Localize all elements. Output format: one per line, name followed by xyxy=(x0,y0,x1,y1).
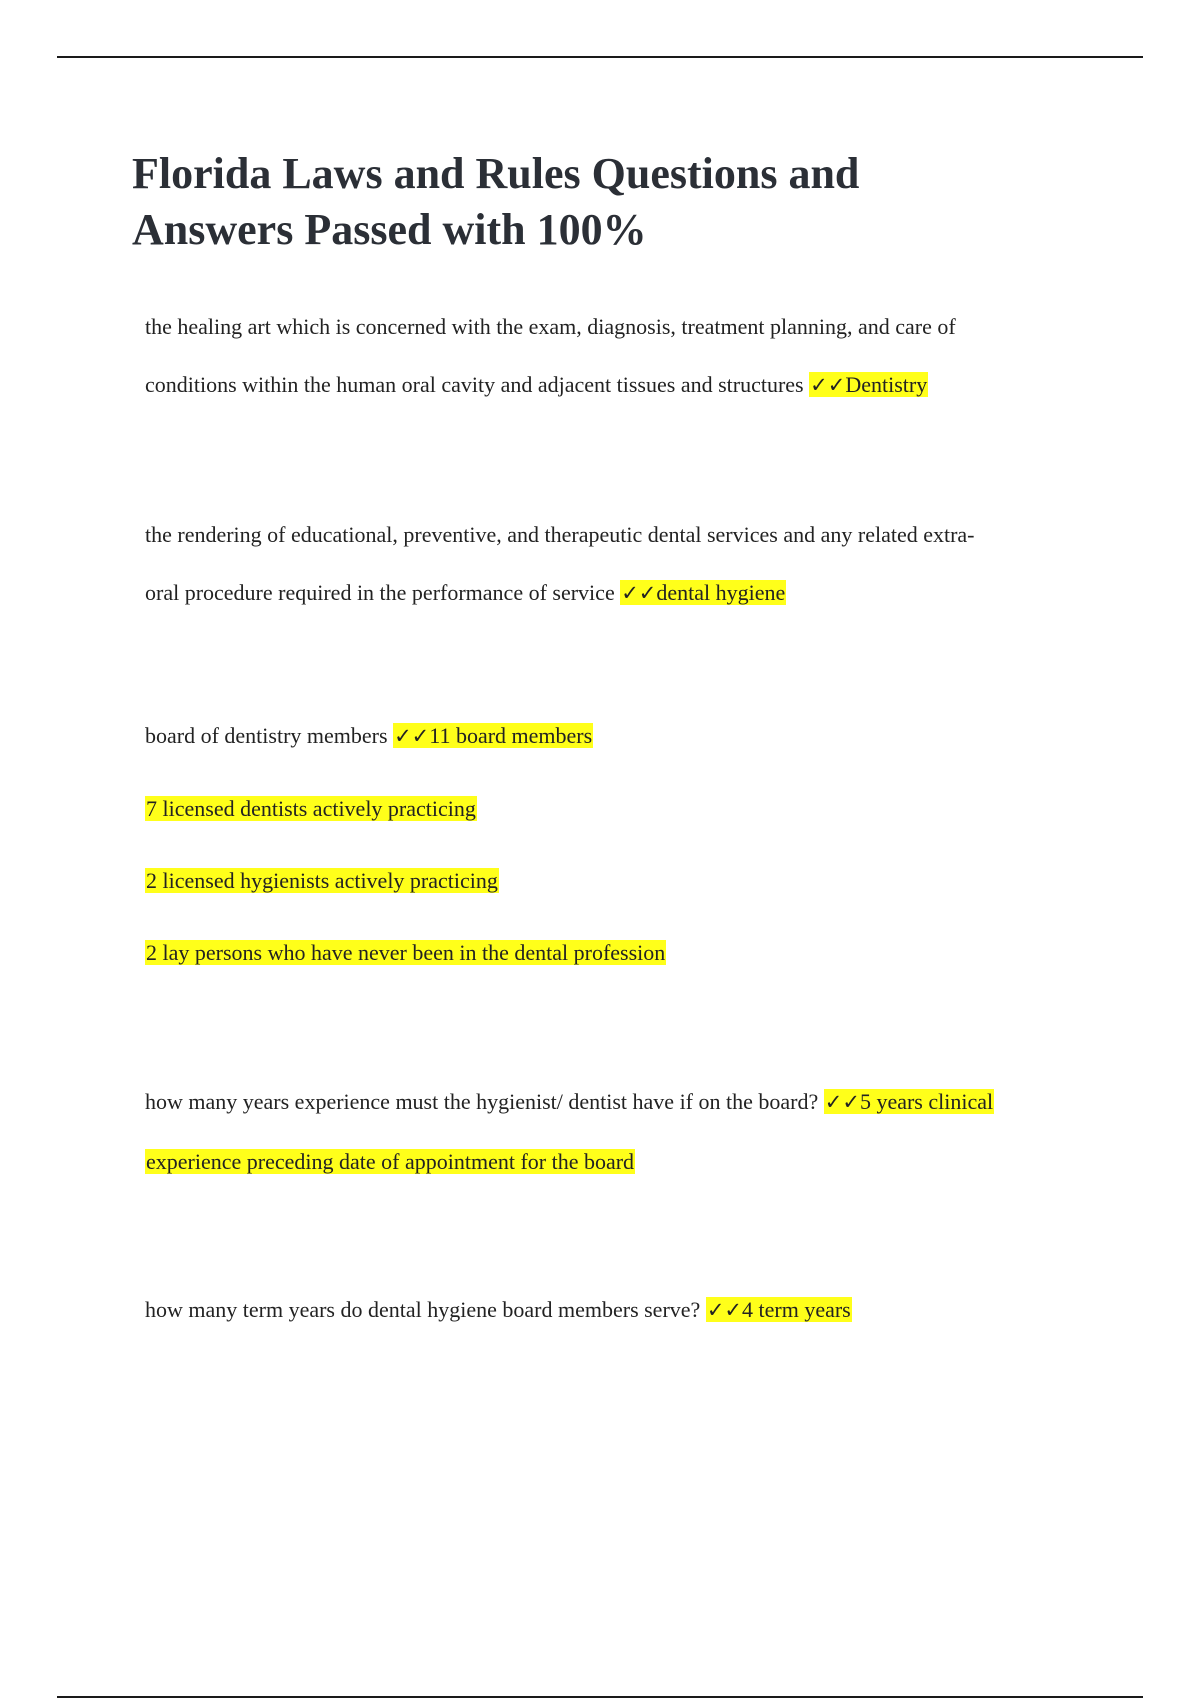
question-line: conditions within the human oral cavity and adjacent tissues and structures ✓✓Dentistry xyxy=(145,372,928,397)
qa-item-5 xyxy=(145,1290,1105,1330)
question-line: board of dentistry members ✓✓11 board members xyxy=(145,723,593,748)
answer-text: Dentistry xyxy=(845,372,928,397)
qa-item-3 xyxy=(145,716,1105,973)
question-line: the rendering of educational, preventive, and therapeutic dental services and any related extra- xyxy=(145,522,975,547)
answer-detail: 2 lay persons who have never been in the dental profession xyxy=(146,940,666,965)
question-line: how many years experience must the hygienist/ dentist have if on the board? ✓✓5 years clinical xyxy=(145,1089,994,1114)
qa-item-2 xyxy=(145,506,1105,622)
question-line: the healing art which is concerned with the exam, diagnosis, treatment planning, and care of xyxy=(145,314,956,339)
answer-continuation: experience preceding date of appointment for the board xyxy=(146,1149,635,1174)
answer-text: dental hygiene xyxy=(656,580,786,605)
answer-highlight xyxy=(824,1089,994,1114)
answer-text: 4 term years xyxy=(742,1297,851,1322)
title-line-1: Florida Laws and Rules Questions and xyxy=(132,149,860,198)
answer-highlight xyxy=(393,723,593,748)
question-line: oral procedure required in the performance of service ✓✓dental hygiene xyxy=(145,580,786,605)
double-check-icon: ✓✓ xyxy=(621,581,657,605)
top-rule xyxy=(57,56,1143,58)
double-check-icon: ✓✓ xyxy=(810,373,846,397)
answer-highlight xyxy=(706,1297,852,1322)
qa-item-1 xyxy=(145,298,1105,414)
double-check-icon: ✓✓ xyxy=(824,1090,860,1114)
double-check-icon: ✓✓ xyxy=(706,1298,743,1322)
qa-item-4 xyxy=(145,1072,1105,1192)
title-line-2: Answers Passed with 100% xyxy=(132,205,647,254)
answer-text: 11 board members xyxy=(429,723,593,748)
answer-highlight xyxy=(620,580,786,605)
answer-highlight xyxy=(809,372,928,397)
double-check-icon: ✓✓ xyxy=(394,724,430,748)
bottom-rule xyxy=(57,1696,1143,1698)
question-line: how many term years do dental hygiene board members serve? ✓✓4 term years xyxy=(145,1297,851,1322)
answer-detail: 7 licensed dentists actively practicing xyxy=(146,796,476,821)
answer-detail: 2 licensed hygienists actively practicing xyxy=(146,868,498,893)
answer-text: 5 years clinical xyxy=(859,1089,994,1114)
document-title xyxy=(132,146,1032,258)
